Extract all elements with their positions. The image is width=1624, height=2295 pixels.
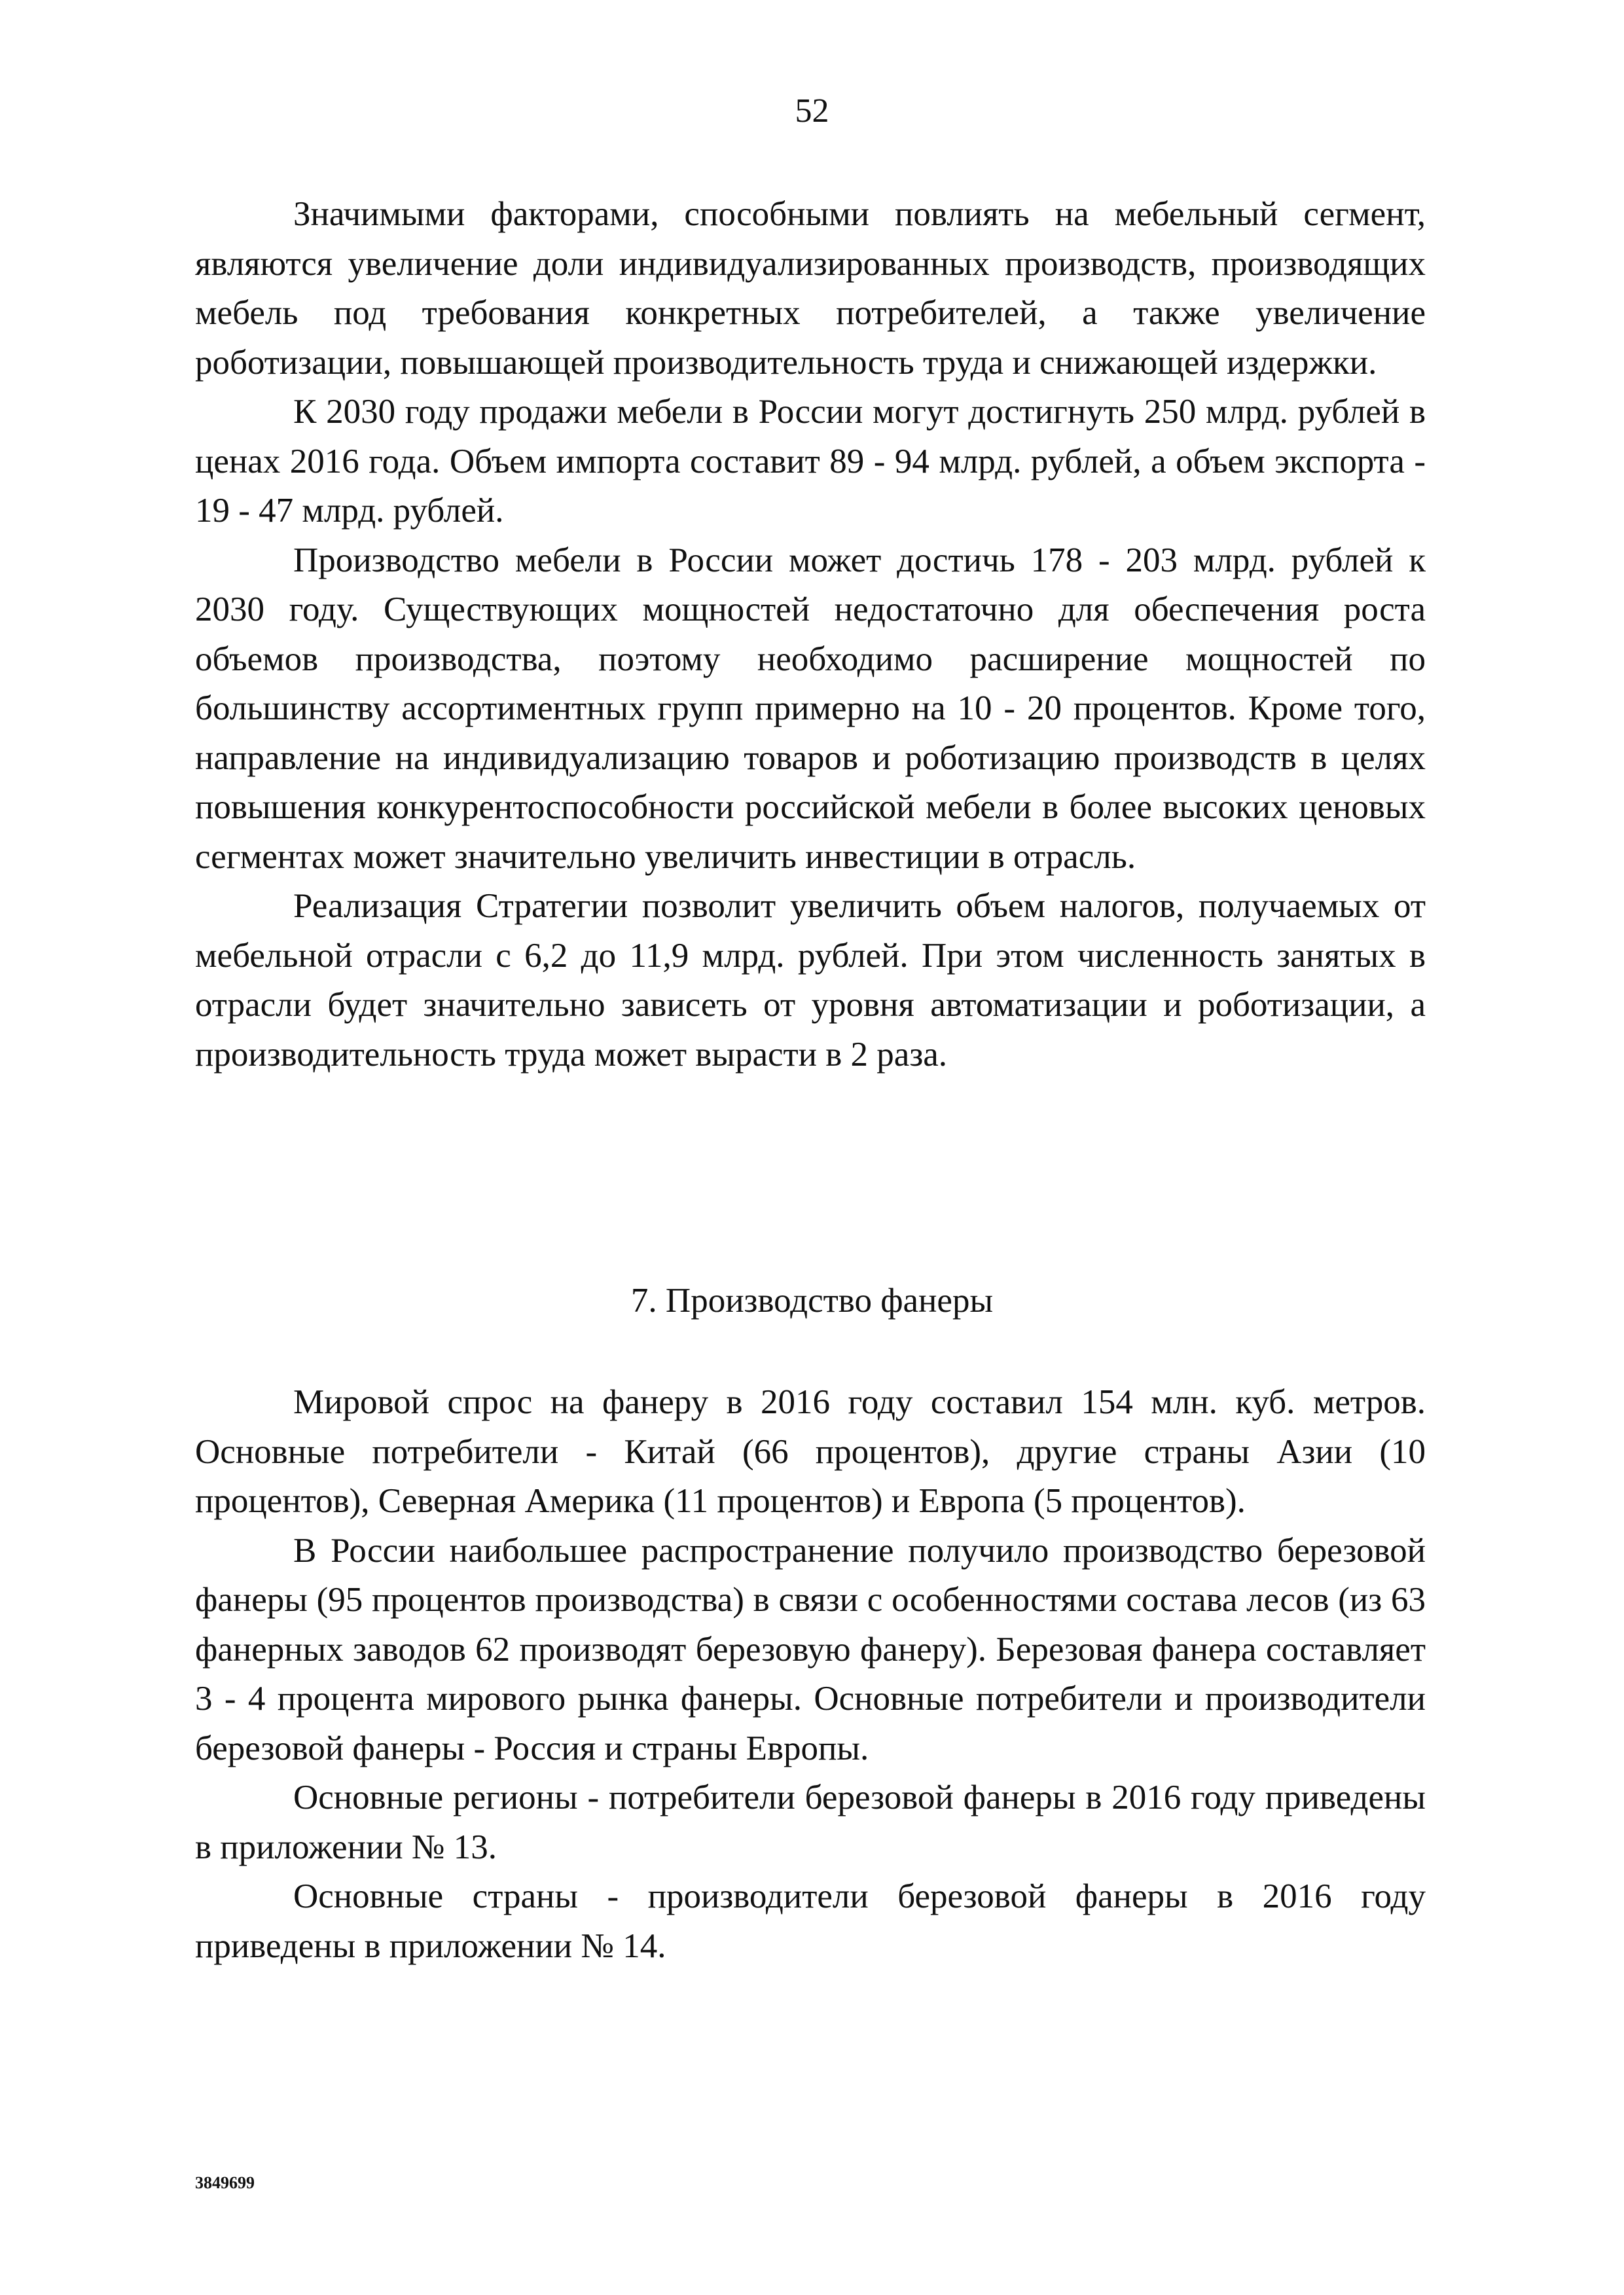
section-plywood-text: [195, 1378, 1426, 1971]
section-furniture-text: [195, 190, 1426, 1079]
section-heading: 7. Производство фанеры: [630, 1282, 994, 1320]
paragraph: В России наибольшее распространение получило производство березовой фанеры (95 процентов производства) в связи с особенностями состава лесов (из 63 фанерных заводов 62 производят березовую фанеру). Березовая фанера составляет 3 - 4 процента мирового рынка фанеры. Основные потребители и производители березовой фанеры - Россия и страны Европы.: [195, 1531, 1426, 1767]
paragraph: Основные регионы - потребители березовой фанеры в 2016 году приведены в приложении № 13.: [195, 1779, 1426, 1866]
paragraph: К 2030 году продажи мебели в России могут достигнуть 250 млрд. рублей в ценах 2016 года. Объем импорта составит 89 - 94 млрд. рублей, а объем экспорта - 19 - 47 млрд. рублей.: [195, 393, 1426, 530]
page-number: 52: [795, 92, 829, 130]
document-code: 3849699: [195, 2173, 255, 2192]
paragraph: Реализация Стратегии позволит увеличить объем налогов, получаемых от мебельной отрасли с 6,2 до 11,9 млрд. рублей. При этом численность занятых в отрасли будет значительно зависеть от уровня автоматизации и роботизации, а производительность труда может вырасти в 2 раза.: [195, 887, 1426, 1074]
paragraph: Мировой спрос на фанеру в 2016 году составил 154 млн. куб. метров. Основные потребители - Китай (66 процентов), другие страны Азии (10 процентов), Северная Америка (11 процентов) и Европа (5 процентов).: [195, 1383, 1426, 1520]
paragraph: Значимыми факторами, способными повлиять на мебельный сегмент, являются увеличение доли индивидуализированных производств, производящих мебель под требования конкретных потребителей, а также увеличение роботизации, повышающей производительность труда и снижающей издержки.: [195, 195, 1426, 382]
paragraph: Основные страны - производители березовой фанеры в 2016 году приведены в приложении № 14.: [195, 1877, 1426, 1965]
paragraph: Производство мебели в России может достичь 178 - 203 млрд. рублей к 2030 году. Существующих мощностей недостаточно для обеспечения роста объемов производства, поэтому необходимо расширение мощностей по большинству ассортиментных групп примерно на 10 - 20 процентов. Кроме того, направление на индивидуализацию товаров и роботизацию производств в целях повышения конкурентоспособности российской мебели в более высоких ценовых сегментах может значительно увеличить инвестиции в отрасль.: [195, 541, 1426, 876]
